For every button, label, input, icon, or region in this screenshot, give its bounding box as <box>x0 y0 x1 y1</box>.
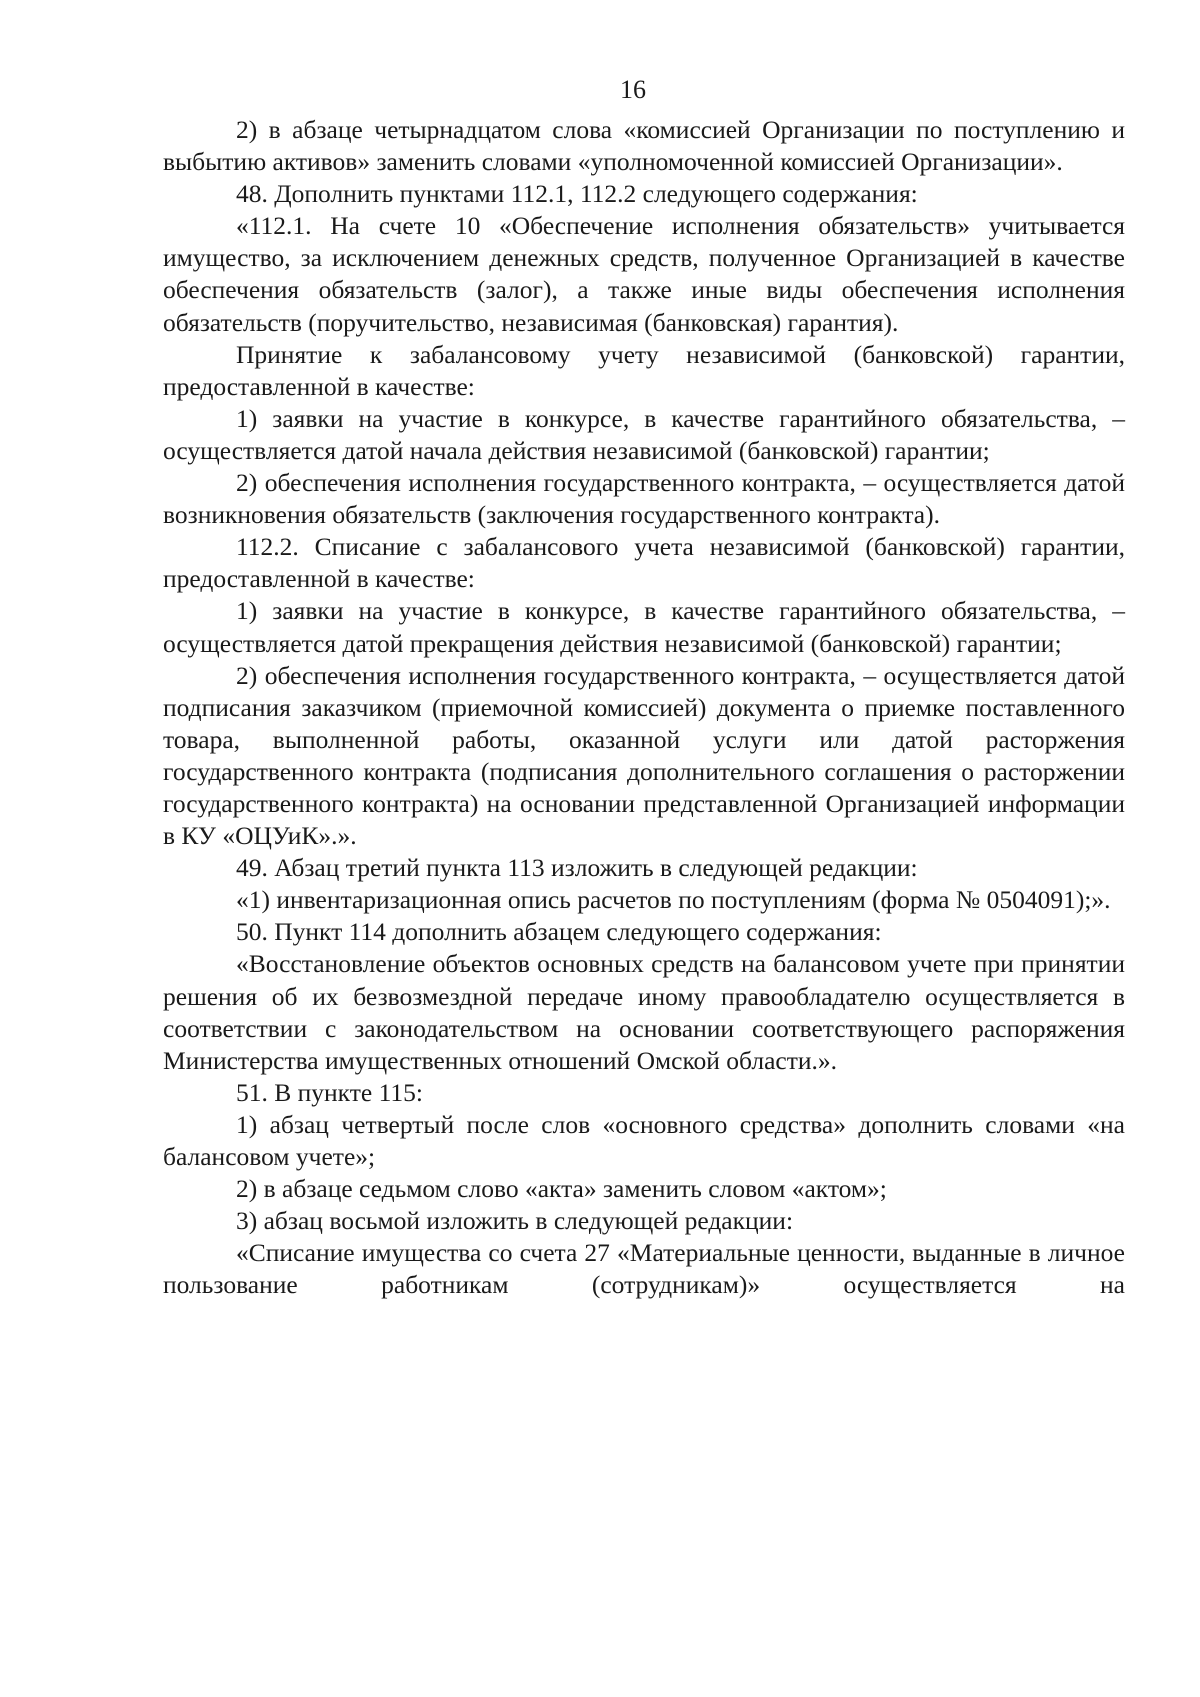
page-number: 16 <box>620 75 646 104</box>
paragraph: «Списание имущества со счета 27 «Материальные ценности, выданные в личное пользование работникам (сотрудникам)» осуществляется на <box>163 1238 1125 1300</box>
paragraph: Принятие к забалансовому учету независимой (банковской) гарантии, предоставленной в качестве: <box>163 339 1125 401</box>
paragraph: 1) заявки на участие в конкурсе, в качестве гарантийного обязательства, – осуществляется датой начала действия независимой (банковской) гарантии; <box>163 403 1125 465</box>
paragraph: «1) инвентаризационная опись расчетов по поступлениям (форма № 0504091);». <box>236 885 1111 915</box>
paragraph: 51. В пункте 115: <box>236 1077 423 1107</box>
paragraph: «Восстановление объектов основных средств на балансовом учете при принятии решения об их безвозмездной передаче иному правообладателю осуществляется в соответствии с законодательством на основании соответствующего распоряжения Министерства имущественных отношений Омской области.». <box>163 949 1125 1075</box>
paragraph: 112.2. Списание с забалансового учета независимой (банковской) гарантии, предоставленной в качестве: <box>163 532 1125 594</box>
document-body <box>163 114 1125 1301</box>
paragraph: 48. Дополнить пунктами 112.1, 112.2 следующего содержания: <box>236 179 918 209</box>
paragraph: 1) заявки на участие в конкурсе, в качестве гарантийного обязательства, – осуществляется датой прекращения действия независимой (банковской) гарантии; <box>163 596 1125 658</box>
paragraph: 1) абзац четвертый после слов «основного средства» дополнить словами «на балансовом учете»; <box>163 1109 1125 1171</box>
paragraph: 2) обеспечения исполнения государственного контракта, – осуществляется датой подписания заказчиком (приемочной комиссией) документа о приемке поставленного товара, выполненной работы, оказанной услуги или датой расторжения государственного контракта (подписания дополнительного соглашения о расторжении государственного контракта) на основании представленной Организацией информации в КУ «ОЦУиК».». <box>163 660 1125 851</box>
paragraph: 3) абзац восьмой изложить в следующей редакции: <box>236 1206 794 1236</box>
paragraph: 2) в абзаце четырнадцатом слова «комиссией Организации по поступлению и выбытию активов» заменить словами «уполномоченной комиссией Организации». <box>163 115 1125 177</box>
paragraph: 49. Абзац третий пункта 113 изложить в следующей редакции: <box>236 853 918 883</box>
paragraph: 2) в абзаце седьмом слово «акта» заменить словом «актом»; <box>236 1174 887 1204</box>
paragraph: 50. Пункт 114 дополнить абзацем следующего содержания: <box>236 917 882 947</box>
paragraph: 2) обеспечения исполнения государственного контракта, – осуществляется датой возникновения обязательств (заключения государственного контракта). <box>163 468 1125 530</box>
paragraph: «112.1. На счете 10 «Обеспечение исполнения обязательств» учитывается имущество, за исключением денежных средств, полученное Организацией в качестве обеспечения обязательств (залог), а также иные виды обеспечения исполнения обязательств (поручительство, независимая (банковская) гарантия). <box>163 211 1125 337</box>
